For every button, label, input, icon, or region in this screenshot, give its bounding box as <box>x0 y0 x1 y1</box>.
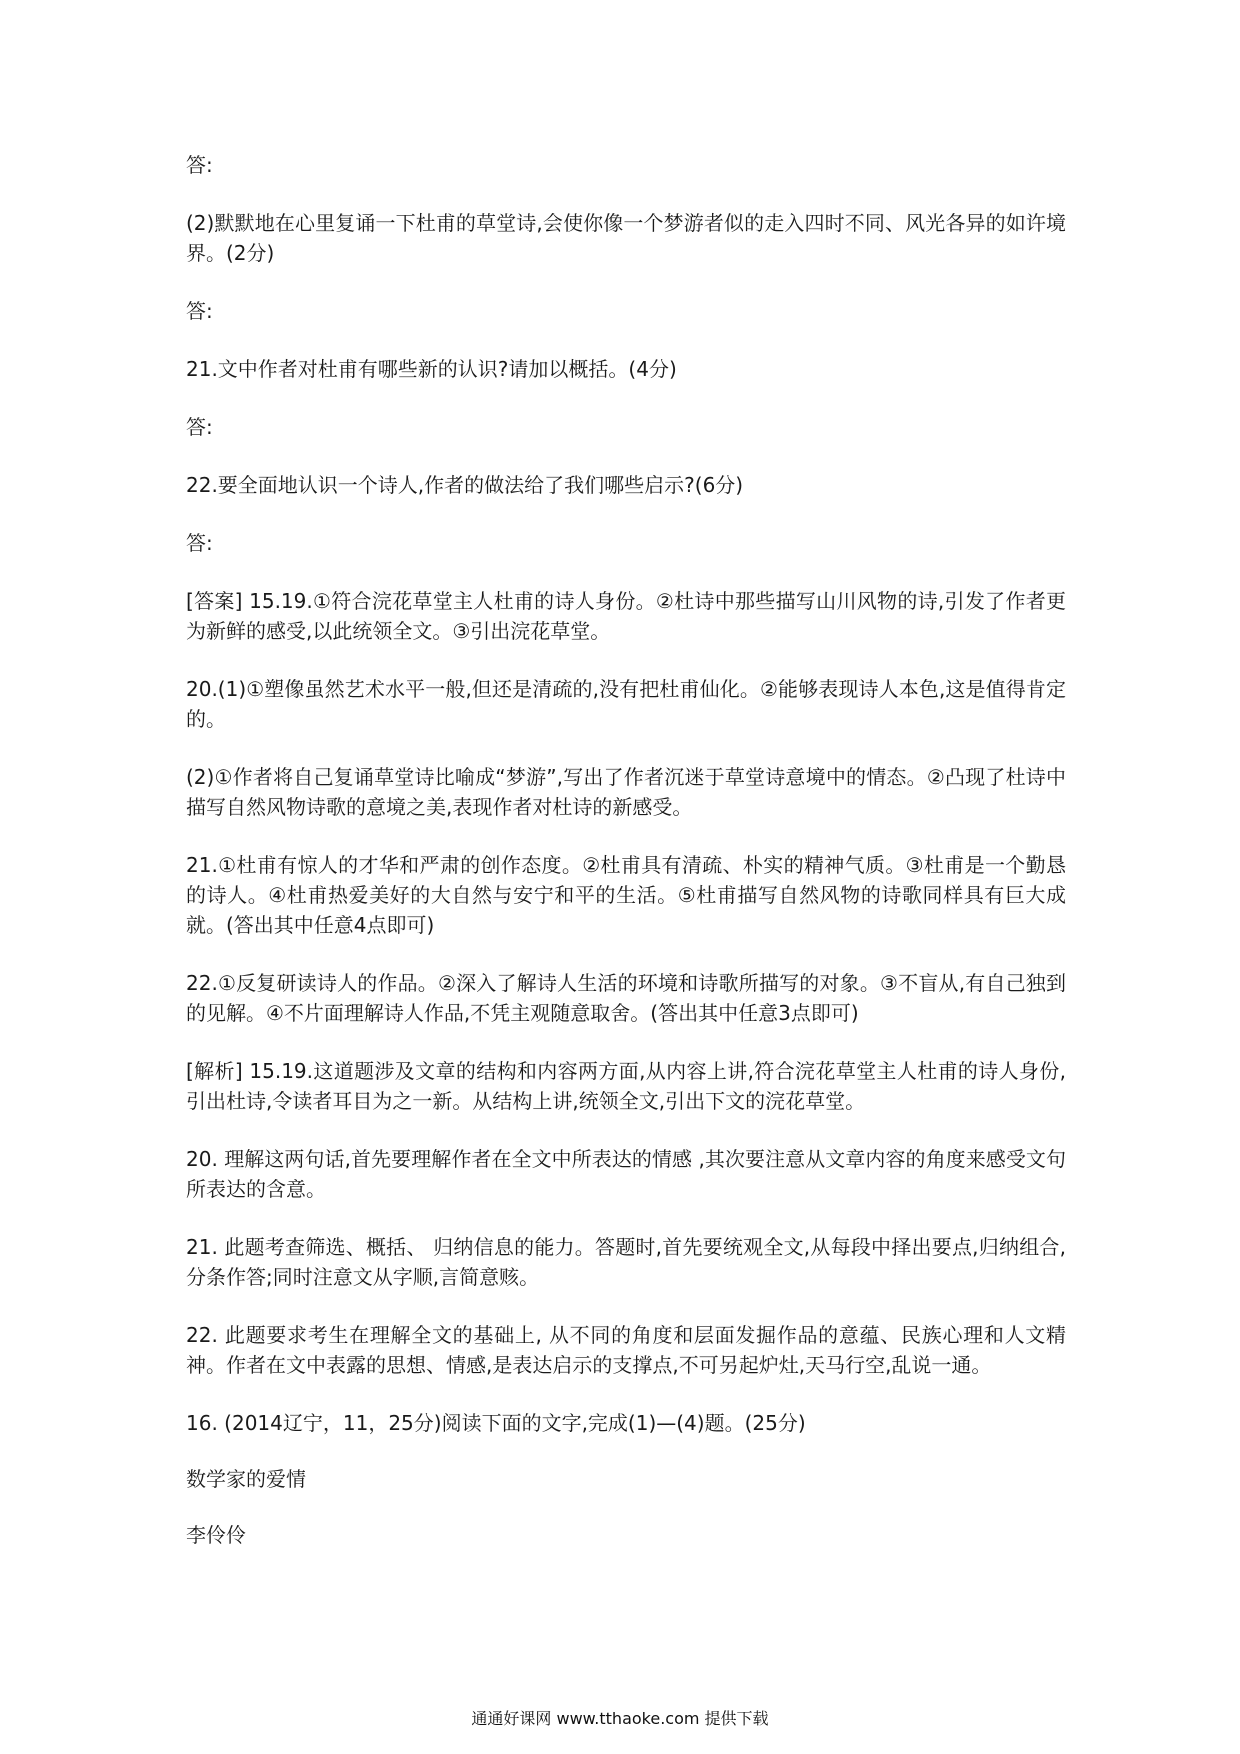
answer-line: 答: <box>186 153 213 177</box>
analysis-21: 21. 此题考查筛选、概括、 归纳信息的能力。答题时,首先要统观全文,从每段中择出要点,归纳组合,分条作答;同时注意文从字顺,言简意赅。 <box>186 1235 1066 1289</box>
answer-20-1: 20.(1)①塑像虽然艺术水平一般,但还是清疏的,没有把杜甫仙化。②能够表现诗人本色,这是值得肯定的。 <box>186 677 1066 731</box>
article-author: 李伶伶 <box>186 1523 246 1547</box>
question-20-2: (2)默默地在心里复诵一下杜甫的草堂诗,会使你像一个梦游者似的走入四时不同、风光各异的如许境界。(2分) <box>186 211 1066 265</box>
page-footer: 通通好课网 www.tthaoke.com 提供下载 <box>471 1709 769 1728</box>
answer-line: 答: <box>186 415 213 439</box>
question-22: 22.要全面地认识一个诗人,作者的做法给了我们哪些启示?(6分) <box>186 473 744 497</box>
question-16-heading: 16. (2014辽宁，11，25分)阅读下面的文字,完成(1)—(4)题。(25分) <box>186 1411 806 1435</box>
question-21: 21.文中作者对杜甫有哪些新的认识?请加以概括。(4分) <box>186 357 677 381</box>
document-body <box>186 150 1066 1576</box>
answer-20-2: (2)①作者将自己复诵草堂诗比喻成“梦游”,写出了作者沉迷于草堂诗意境中的情态。②凸现了杜诗中描写自然风物诗歌的意境之美,表现作者对杜诗的新感受。 <box>186 765 1066 819</box>
analysis-20: 20. 理解这两句话,首先要理解作者在全文中所表达的情感 ,其次要注意从文章内容的角度来感受文句所表达的含意。 <box>186 1147 1066 1201</box>
analysis-22: 22. 此题要求考生在理解全文的基础上, 从不同的角度和层面发掘作品的意蕴、民族心理和人文精神。作者在文中表露的思想、情感,是表达启示的支撑点,不可另起炉灶,天马行空,乱说一通。 <box>186 1323 1066 1377</box>
article-title: 数学家的爱情 <box>186 1467 306 1491</box>
answer-line: 答: <box>186 531 213 555</box>
answer-19: [答案] 15.19.①符合浣花草堂主人杜甫的诗人身份。②杜诗中那些描写山川风物的诗,引发了作者更为新鲜的感受,以此统领全文。③引出浣花草堂。 <box>186 589 1066 643</box>
answer-22: 22.①反复研读诗人的作品。②深入了解诗人生活的环境和诗歌所描写的对象。③不盲从,有自己独到的见解。④不片面理解诗人作品,不凭主观随意取舍。(答出其中任意3点即可) <box>186 971 1066 1025</box>
answer-21: 21.①杜甫有惊人的才华和严肃的创作态度。②杜甫具有清疏、朴实的精神气质。③杜甫是一个勤恳的诗人。④杜甫热爱美好的大自然与安宁和平的生活。⑤杜甫描写自然风物的诗歌同样具有巨大成就。(答出其中任意4点即可) <box>186 853 1066 937</box>
analysis-19: [解析] 15.19.这道题涉及文章的结构和内容两方面,从内容上讲,符合浣花草堂主人杜甫的诗人身份,引出杜诗,令读者耳目为之一新。从结构上讲,统领全文,引出下文的浣花草堂。 <box>186 1059 1066 1113</box>
answer-line: 答: <box>186 299 213 323</box>
